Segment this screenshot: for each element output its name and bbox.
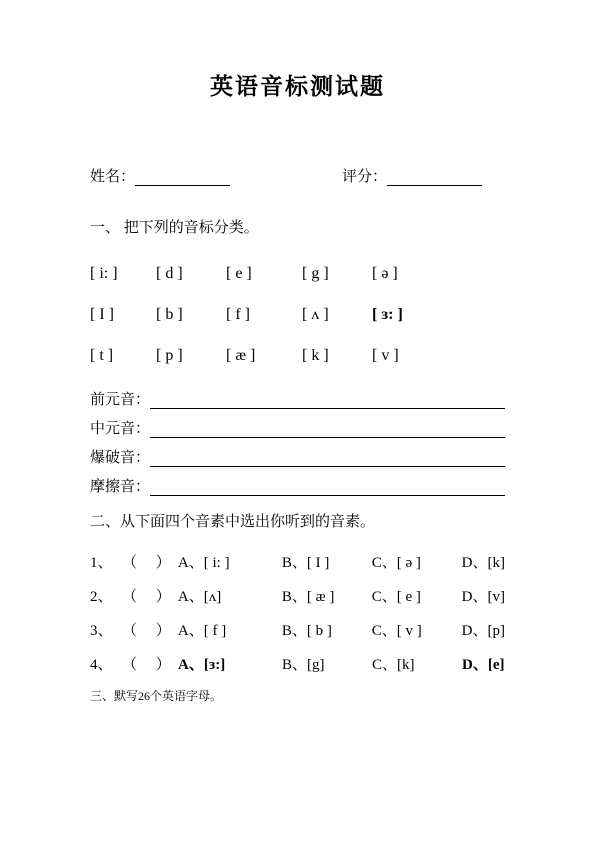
category-label: 中元音： bbox=[90, 421, 151, 437]
phonetic-symbol: [ f ] bbox=[226, 306, 250, 323]
section2-heading: 二、从下面四个音素中选出你听到的音素。 bbox=[90, 514, 376, 530]
symbol-row-3 bbox=[90, 347, 505, 365]
name-blank bbox=[135, 170, 230, 186]
name-score-row bbox=[90, 165, 505, 186]
symbol-row-2 bbox=[90, 306, 505, 324]
question-number: 1、 bbox=[90, 555, 113, 571]
category-row-plosive bbox=[90, 446, 505, 467]
question-row-3 bbox=[90, 619, 505, 640]
option-b: B、[ I ] bbox=[281, 555, 330, 571]
phonetic-symbol: [ d ] bbox=[156, 265, 183, 282]
question-row-4 bbox=[90, 653, 505, 674]
option-c: C、[ v ] bbox=[371, 623, 422, 639]
answer-paren: （ ） bbox=[121, 623, 171, 639]
question-number: 4、 bbox=[90, 657, 113, 673]
answer-blank bbox=[150, 392, 505, 409]
section1-heading: 一、 把下列的音标分类。 bbox=[90, 220, 259, 236]
phonetic-symbol: [ I ] bbox=[90, 306, 114, 323]
answer-blank bbox=[150, 421, 505, 438]
option-a: A、[ʌ] bbox=[177, 589, 222, 605]
answer-paren: （ ） bbox=[121, 555, 171, 571]
category-label: 摩擦音： bbox=[90, 479, 151, 495]
answer-paren: （ ） bbox=[122, 657, 171, 673]
phonetic-symbol: [ p ] bbox=[156, 347, 183, 364]
phonetic-symbol: [ æ ] bbox=[226, 347, 256, 364]
option-a: A、[ɜ:] bbox=[178, 657, 226, 673]
answer-paren: （ ） bbox=[121, 589, 171, 605]
score-label: 评分： bbox=[342, 169, 388, 185]
answer-blank bbox=[150, 479, 505, 496]
option-a: A、[ i: ] bbox=[177, 555, 230, 571]
category-label: 前元音： bbox=[90, 392, 151, 408]
option-b: B、[g] bbox=[282, 657, 325, 673]
phonetic-symbol: [ t ] bbox=[90, 347, 114, 364]
question-number: 2、 bbox=[90, 589, 113, 605]
option-c: C、[ e ] bbox=[371, 589, 421, 605]
phonetic-symbol: [ b ] bbox=[156, 306, 183, 323]
category-list bbox=[90, 388, 505, 496]
option-d: D、[p] bbox=[461, 623, 505, 639]
phonetic-symbol: [ e ] bbox=[226, 265, 252, 282]
phonetic-symbol: [ ʌ ] bbox=[302, 306, 329, 323]
phonetic-symbol: [ i: ] bbox=[90, 265, 118, 282]
option-d: D、[k] bbox=[461, 555, 505, 571]
phonetic-symbol: [ g ] bbox=[302, 265, 329, 282]
category-row-front-vowel bbox=[90, 388, 505, 409]
section3-heading: 三、默写26个英语字母。 bbox=[90, 689, 223, 703]
question-row-2 bbox=[90, 585, 505, 606]
question-number: 3、 bbox=[90, 623, 113, 639]
option-a: A、[ f ] bbox=[177, 623, 227, 639]
phonetic-symbol: [ k ] bbox=[302, 347, 329, 364]
page-title: 英语音标测试题 bbox=[210, 74, 385, 99]
category-row-fricative bbox=[90, 475, 505, 496]
option-c: C、[ ə ] bbox=[371, 555, 421, 571]
category-row-central-vowel bbox=[90, 417, 505, 438]
option-b: B、[ b ] bbox=[281, 623, 332, 639]
option-d: D、[v] bbox=[461, 589, 505, 605]
answer-blank bbox=[150, 450, 505, 467]
option-d: D、[e] bbox=[462, 657, 505, 673]
option-c: C、[k] bbox=[372, 657, 415, 673]
phonetic-symbol: [ ɜ: ] bbox=[372, 306, 403, 323]
score-blank bbox=[387, 170, 482, 186]
symbol-row-1 bbox=[90, 265, 505, 283]
category-label: 爆破音： bbox=[90, 450, 151, 466]
question-row-1 bbox=[90, 551, 505, 572]
phonetic-symbol: [ ə ] bbox=[372, 265, 398, 282]
option-b: B、[ æ ] bbox=[281, 589, 335, 605]
phonetic-symbol: [ v ] bbox=[372, 347, 399, 364]
name-label: 姓名： bbox=[90, 169, 136, 185]
